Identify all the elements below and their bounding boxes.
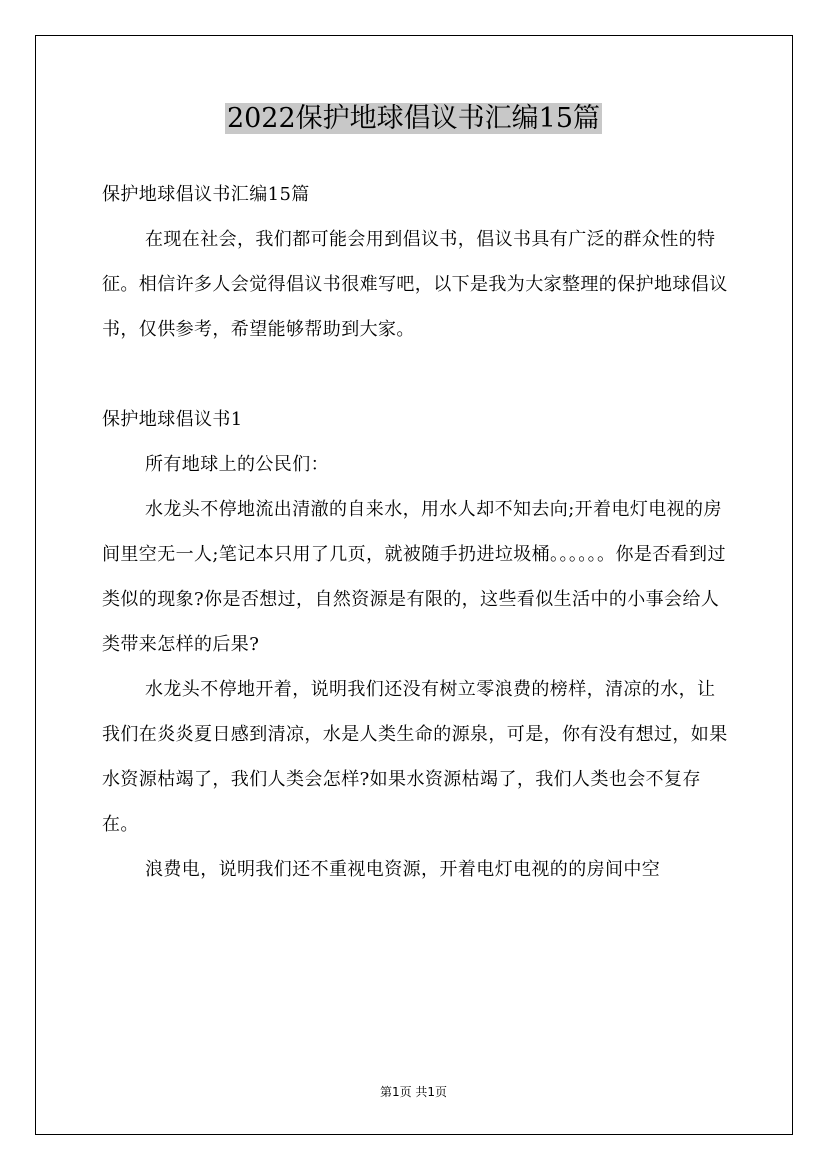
intro-paragraph: 在现在社会，我们都可能会用到倡议书，倡议书具有广泛的群众性的特征。相信许多人会觉得倡议书很难写吧，以下是我为大家整理的保护地球倡议书，仅供参考，希望能够帮助到大家。: [102, 229, 728, 340]
body-paragraph-2: 水龙头不停地开着，说明我们还没有树立零浪费的榜样，清凉的水，让我们在炎炎夏日感到清凉，水是人类生命的源泉，可是，你有没有想过，如果水资源枯竭了，我们人类会怎样?如果水资源枯竭了，我们人类也会不复存在。: [102, 679, 728, 835]
page-footer: [0, 1082, 827, 1102]
body-paragraph-1: 水龙头不停地流出清澈的自来水，用水人却不知去向;开着电灯电视的房间里空无一人;笔记本只用了几页，就被随手扔进垃圾桶。。。。。。你是否看到过类似的现象?你是否想过，自然资源是有限的，这些看似生活中的小事会给人类带来怎样的后果?: [102, 499, 726, 655]
page-number: 第1页 共1页: [379, 1085, 448, 1099]
body-paragraph-3: 浪费电，说明我们还不重视电资源，开着电灯电视的的房间中空: [145, 859, 661, 880]
section-spacer: [102, 352, 730, 397]
document-title: [0, 97, 827, 141]
document-title-text: 2022保护地球倡议书汇编15篇: [226, 103, 601, 134]
section-heading: 保护地球倡议书1: [102, 409, 243, 430]
document-body: [102, 172, 730, 892]
document-subtitle: 保护地球倡议书汇编15篇: [102, 184, 310, 205]
salutation: 所有地球上的公民们：: [145, 454, 329, 475]
